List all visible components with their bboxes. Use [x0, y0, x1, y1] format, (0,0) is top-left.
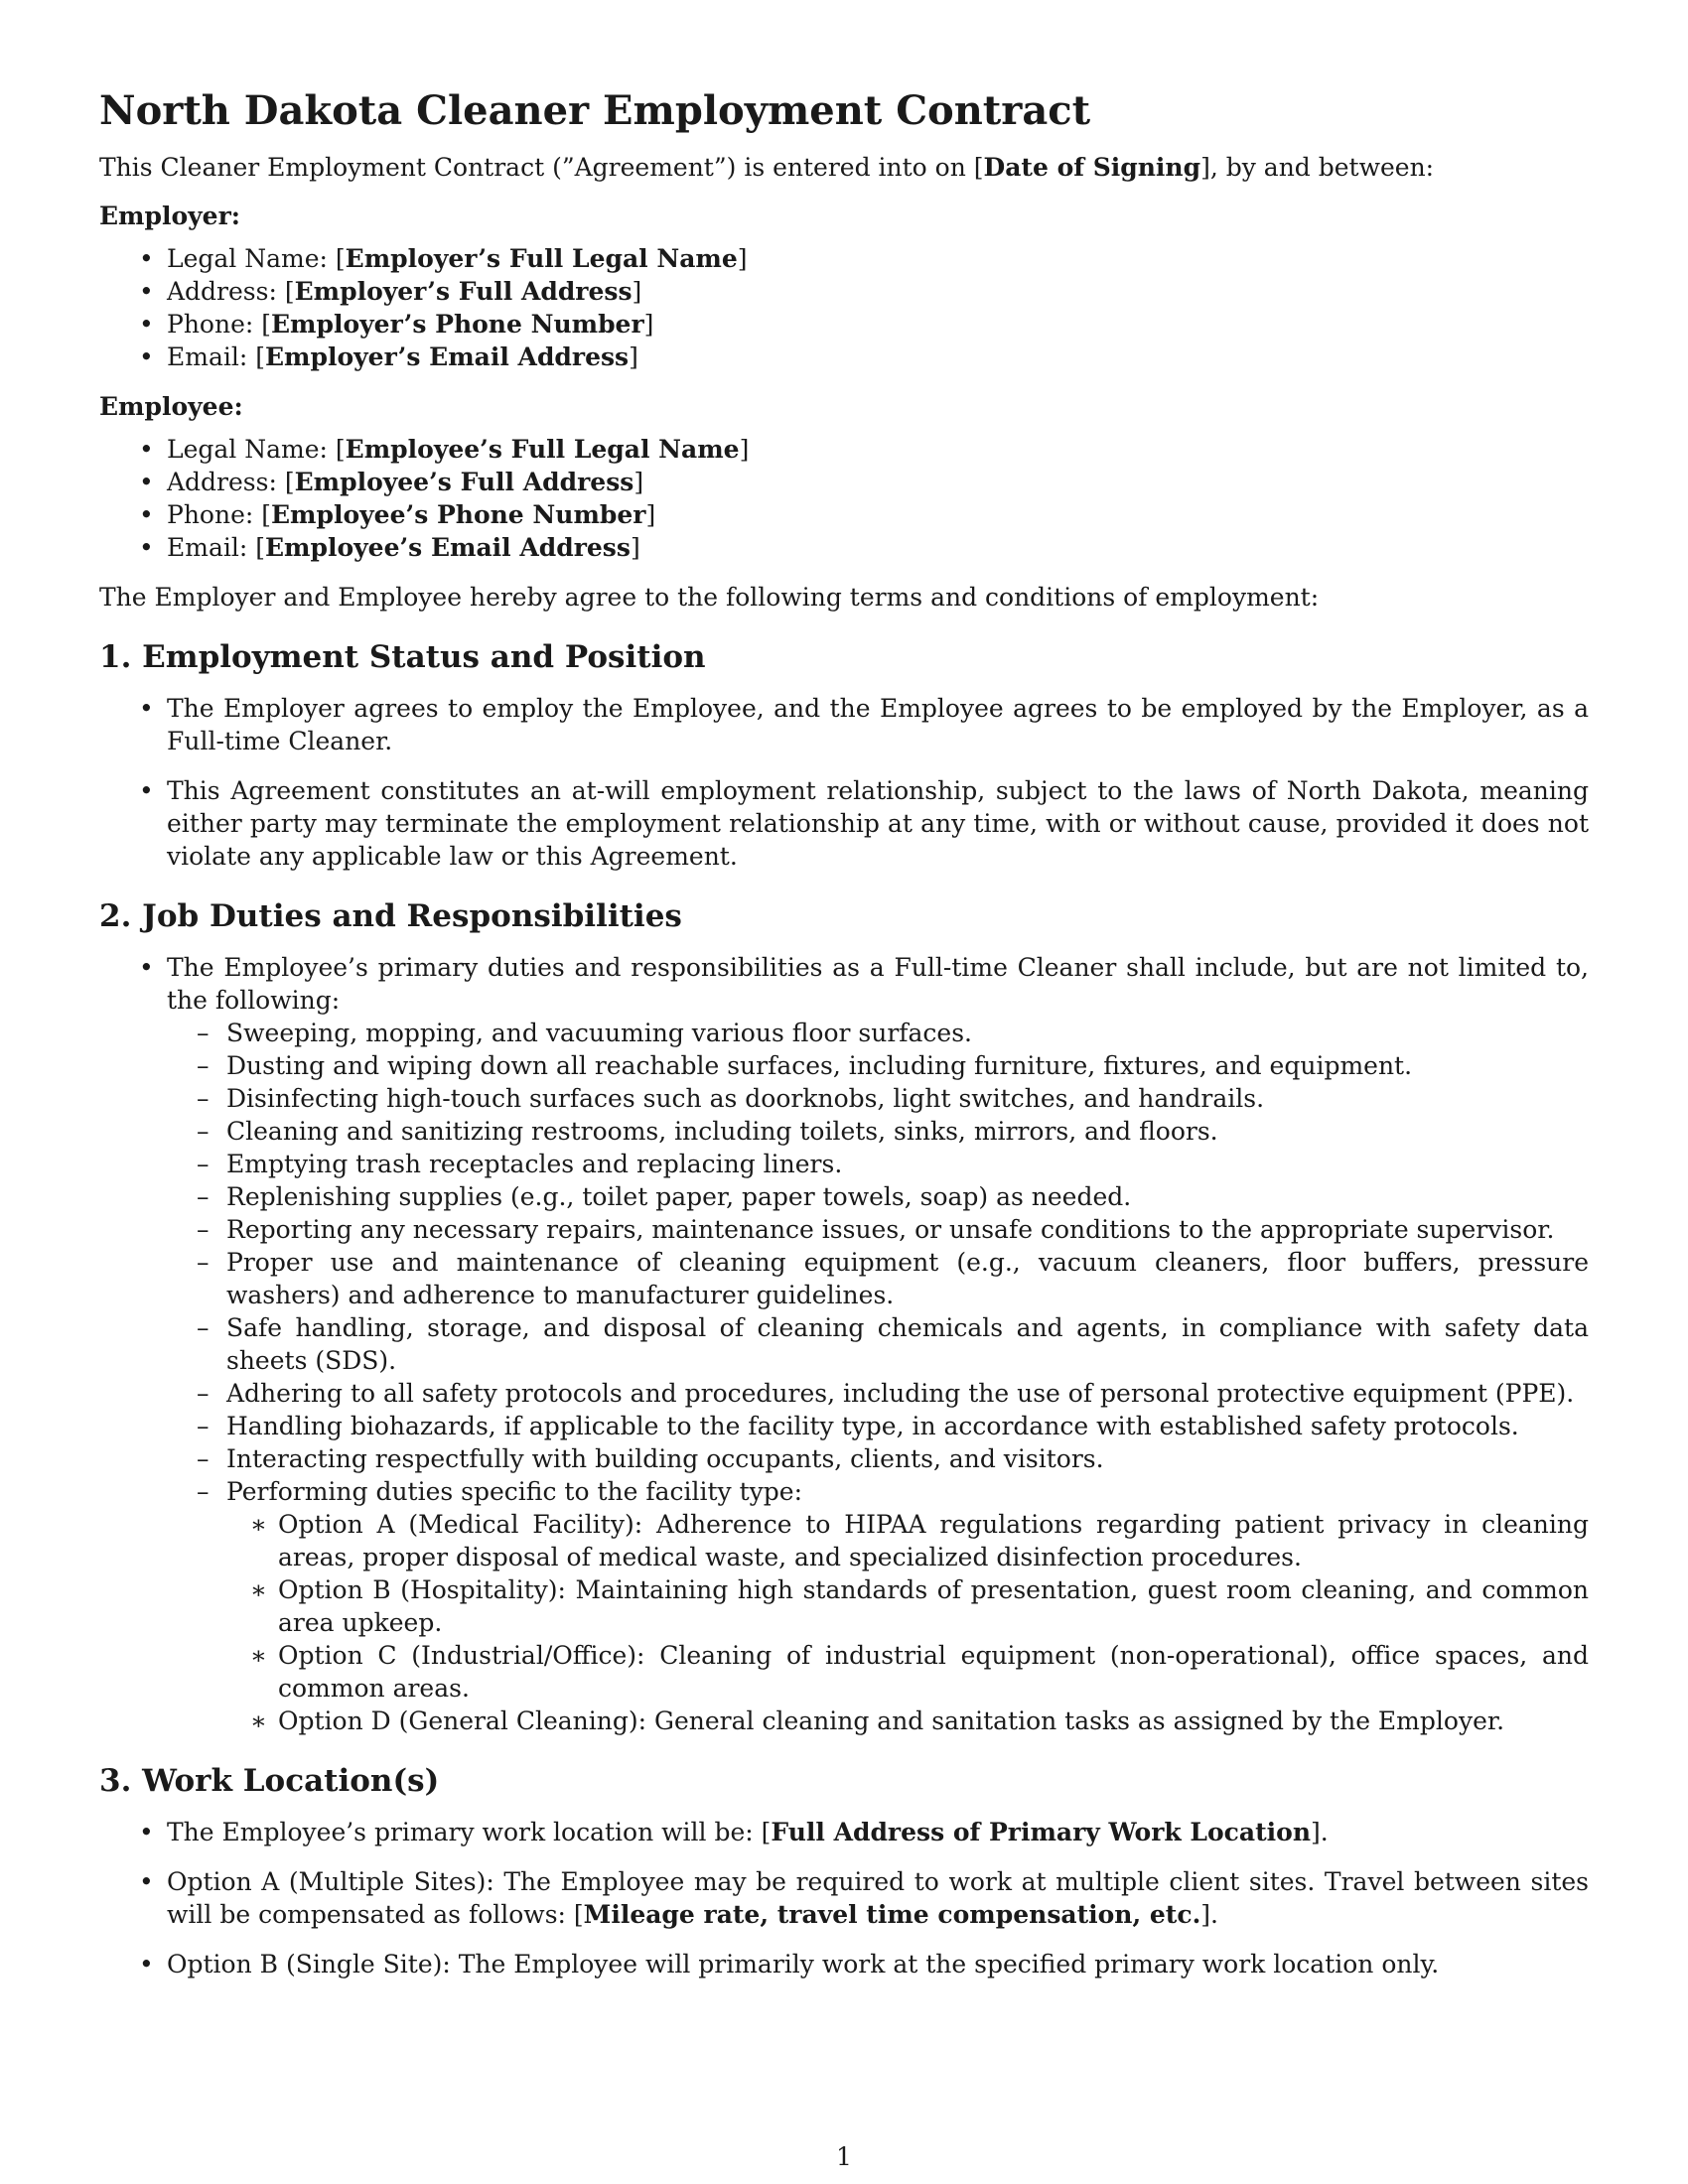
facility-option-item: ∗ Option C (Industrial/Office): Cleaning of industrial equipment (non-operational), office spaces, and common areas.	[226, 1639, 1589, 1705]
employer-legal-name	[99, 242, 1589, 275]
section-heading-work-location: 3. Work Location(s)	[99, 1763, 440, 1799]
work-location-list	[99, 1816, 1589, 1980]
employee-fields	[99, 433, 1589, 564]
employee-heading: Employee:	[99, 392, 243, 421]
field-label: Address: [	[167, 277, 295, 306]
duty-item: – Sweeping, mopping, and vacuuming various floor surfaces.	[167, 1017, 1589, 1049]
section-heading-job-duties: 2. Job Duties and Responsibilities	[99, 898, 682, 934]
list-item: • The Employer agrees to employ the Employee, and the Employee agrees to be employed by the Employer, as a Full-time Cleaner.	[99, 692, 1589, 757]
employee-address	[99, 466, 1589, 498]
intro-text-after: ], by and between:	[1200, 153, 1435, 182]
primary-location-bracket: ].	[1311, 1818, 1329, 1846]
field-label: Address: [	[167, 468, 295, 496]
field-label: Email: [	[167, 533, 265, 562]
job-duties-item	[99, 951, 1589, 1737]
primary-location-text: The Employee’s primary work location will be: [	[167, 1818, 772, 1846]
field-bracket: ]	[643, 310, 654, 339]
field-placeholder: Employer’s Phone Number	[271, 310, 644, 339]
option-a-placeholder: Mileage rate, travel time compensation, etc.	[583, 1900, 1201, 1929]
field-bracket: ]	[629, 342, 638, 371]
facility-options-sublist	[226, 1508, 1589, 1737]
job-duties-list	[99, 951, 1589, 1737]
intro-text-before: This Cleaner Employment Contract (”Agreement”) is entered into on [	[99, 153, 984, 182]
field-placeholder: Employer’s Full Legal Name	[345, 244, 738, 273]
duty-item: – Replenishing supplies (e.g., toilet paper, paper towels, soap) as needed.	[167, 1180, 1589, 1213]
option-a-text: Option A (Multiple Sites): The Employee may be required to work at multiple client sites. Travel between sites will be compensated as follows: [	[167, 1867, 1589, 1929]
employee-legal-name	[99, 433, 1589, 466]
field-bracket: ]	[632, 277, 642, 306]
duties-sublist	[167, 1017, 1589, 1737]
field-bracket: ]	[633, 468, 644, 496]
agreement-line: The Employer and Employee hereby agree to the following terms and conditions of employment:	[99, 583, 1320, 612]
employer-heading: Employer:	[99, 202, 240, 230]
intro-paragraph	[99, 151, 1589, 184]
duty-item: – Emptying trash receptacles and replacing liners.	[167, 1148, 1589, 1180]
document-page	[99, 85, 1589, 1997]
field-placeholder: Employee’s Full Legal Name	[345, 435, 740, 464]
employer-fields	[99, 242, 1589, 373]
employer-phone	[99, 308, 1589, 341]
duty-item: – Interacting respectfully with building occupants, clients, and visitors.	[167, 1442, 1589, 1475]
field-label: Legal Name: [	[167, 435, 346, 464]
field-placeholder: Employer’s Email Address	[264, 342, 630, 371]
duty-item: – Disinfecting high-touch surfaces such as doorknobs, light switches, and handrails.	[167, 1082, 1589, 1115]
facility-specific-label: Performing duties specific to the facility type:	[226, 1477, 803, 1506]
option-a-bracket: ].	[1200, 1900, 1218, 1929]
employee-email	[99, 531, 1589, 564]
document-title: North Dakota Cleaner Employment Contract	[99, 87, 1091, 134]
employer-email	[99, 341, 1589, 373]
field-bracket: ]	[630, 533, 640, 562]
duty-item: – Cleaning and sanitizing restrooms, including toilets, sinks, mirrors, and floors.	[167, 1115, 1589, 1148]
field-placeholder: Employer’s Full Address	[294, 277, 633, 306]
employer-address	[99, 275, 1589, 308]
field-placeholder: Employee’s Full Address	[294, 468, 634, 496]
list-item: • This Agreement constitutes an at-will employment relationship, subject to the laws of North Dakota, meaning either party may terminate the employment relationship at any time, with or without cause, provided it does not violate any applicable law or this Agreement.	[99, 774, 1589, 873]
duty-item: – Reporting any necessary repairs, maintenance issues, or unsafe conditions to the appropriate supervisor.	[167, 1213, 1589, 1246]
field-bracket: ]	[737, 244, 748, 273]
field-label: Legal Name: [	[167, 244, 346, 273]
option-a-multiple-sites	[99, 1865, 1589, 1931]
job-duties-lead: The Employee’s primary duties and responsibilities as a Full-time Cleaner shall include, but are not limited to, the following:	[167, 953, 1589, 1015]
primary-location-item	[99, 1816, 1589, 1848]
facility-option-item: ∗ Option A (Medical Facility): Adherence to HIPAA regulations regarding patient privacy in cleaning areas, proper disposal of medical waste, and specialized disinfection procedures.	[226, 1508, 1589, 1573]
facility-option-item: ∗ Option B (Hospitality): Maintaining high standards of presentation, guest room cleaning, and common area upkeep.	[226, 1573, 1589, 1639]
field-placeholder: Employee’s Phone Number	[271, 500, 646, 529]
employment-status-list	[99, 692, 1589, 873]
page-number: 1	[836, 2142, 852, 2171]
option-b-single-site: • Option B (Single Site): The Employee will primarily work at the specified primary work location only.	[99, 1948, 1589, 1980]
duty-item: – Dusting and wiping down all reachable surfaces, including furniture, fixtures, and equipment.	[167, 1049, 1589, 1082]
duty-item-facility-specific	[167, 1475, 1589, 1737]
duty-item: – Adhering to all safety protocols and procedures, including the use of personal protective equipment (PPE).	[167, 1377, 1589, 1410]
field-bracket: ]	[739, 435, 750, 464]
field-bracket: ]	[645, 500, 656, 529]
duty-item: – Safe handling, storage, and disposal of cleaning chemicals and agents, in compliance with safety data sheets (SDS).	[167, 1311, 1589, 1377]
field-label: Phone: [	[167, 310, 271, 339]
field-label: Phone: [	[167, 500, 271, 529]
field-label: Email: [	[167, 342, 265, 371]
date-of-signing-placeholder: Date of Signing	[983, 153, 1201, 182]
primary-location-placeholder: Full Address of Primary Work Location	[771, 1818, 1311, 1846]
duty-item: – Handling biohazards, if applicable to the facility type, in accordance with established safety protocols.	[167, 1410, 1589, 1442]
section-heading-employment-status: 1. Employment Status and Position	[99, 639, 706, 675]
duty-item: – Proper use and maintenance of cleaning equipment (e.g., vacuum cleaners, floor buffers, pressure washers) and adherence to manufacturer guidelines.	[167, 1246, 1589, 1311]
field-placeholder: Employee’s Email Address	[264, 533, 631, 562]
facility-option-item: ∗ Option D (General Cleaning): General cleaning and sanitation tasks as assigned by the Employer.	[226, 1705, 1589, 1737]
employee-phone	[99, 498, 1589, 531]
